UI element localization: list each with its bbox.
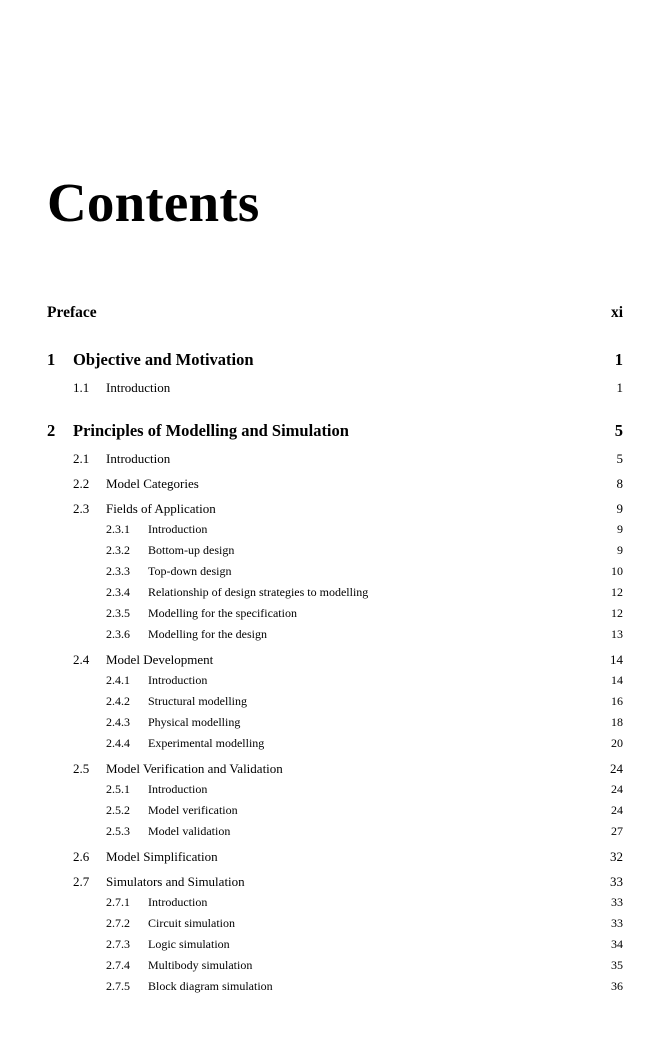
toc-section-entry[interactable]: [47, 652, 623, 673]
toc-entry-title: Modelling for the design: [148, 627, 267, 641]
toc-subsection-entry[interactable]: [47, 824, 623, 845]
toc-page-number: 14: [610, 652, 623, 667]
toc-subsection-entry[interactable]: [47, 979, 623, 1000]
toc-entry-title: Experimental modelling: [148, 736, 265, 750]
toc-page-number: 12: [611, 585, 623, 599]
toc-page-number: 9: [616, 501, 623, 516]
toc-chapter-entry[interactable]: [47, 350, 623, 376]
toc-section-entry[interactable]: [47, 380, 623, 401]
toc-page-number: 16: [611, 694, 623, 708]
toc-entry-title: Model verification: [148, 803, 238, 817]
toc-entry-number: 2.4.1: [106, 673, 130, 687]
toc-entry-number: 2.5.3: [106, 824, 130, 838]
toc-page-number: 14: [611, 673, 623, 687]
toc-entry-number: 2.6: [73, 849, 90, 864]
toc-page-number: 20: [611, 736, 623, 750]
toc-page-number: 24: [611, 782, 623, 796]
toc-entry-title: Introduction: [148, 673, 208, 687]
toc-entry-title: Top-down design: [148, 564, 232, 578]
toc-entry-title: Modelling for the specification: [148, 606, 297, 620]
toc-entry-number: 2.3.1: [106, 522, 130, 536]
toc-section-entry[interactable]: [47, 501, 623, 522]
page-title: Contents: [47, 171, 260, 233]
toc-entry-title: Objective and Motivation: [73, 350, 254, 369]
toc-page-number: 24: [611, 803, 623, 817]
toc-entry-number: 2.7.1: [106, 895, 130, 909]
toc-section-entry[interactable]: [47, 849, 623, 870]
toc-page-number: 33: [610, 874, 623, 889]
toc-entry-title: Model validation: [148, 824, 231, 838]
toc-entry-number: 1.1: [73, 380, 90, 395]
toc-subsection-entry[interactable]: [47, 522, 623, 543]
toc-subsection-entry[interactable]: [47, 606, 623, 627]
toc-entry-number: 2.7.4: [106, 958, 130, 972]
toc-entry-number: 2.5.1: [106, 782, 130, 796]
toc-entry-number: 2.4.3: [106, 715, 130, 729]
toc-page-number: 8: [616, 476, 623, 491]
toc-subsection-entry[interactable]: [47, 782, 623, 803]
toc-page-number: 5: [614, 421, 623, 440]
toc-subsection-entry[interactable]: [47, 937, 623, 958]
toc-page-number: 32: [610, 849, 623, 864]
toc-page-number: 33: [611, 916, 623, 930]
toc-entry-title: Introduction: [106, 380, 171, 395]
toc-entry-title: Introduction: [148, 782, 208, 796]
toc-subsection-entry[interactable]: [47, 543, 623, 564]
toc-subsection-entry[interactable]: [47, 627, 623, 648]
toc-entry-number: 2.5: [73, 761, 90, 776]
table-of-contents: [47, 300, 623, 1000]
toc-page-number: 36: [611, 979, 623, 993]
toc-page-number: 35: [611, 958, 623, 972]
toc-entry-number: 2.4.4: [106, 736, 130, 750]
toc-page-number: 5: [616, 451, 623, 466]
toc-page-number: 27: [611, 824, 623, 838]
toc-chapter-entry[interactable]: [47, 421, 623, 447]
toc-entry-number: 2.7: [73, 874, 90, 889]
toc-subsection-entry[interactable]: [47, 694, 623, 715]
toc-section-entry[interactable]: [47, 761, 623, 782]
toc-entry-title: Model Categories: [106, 476, 199, 491]
toc-page-number: 9: [617, 522, 623, 536]
toc-entry-number: 1: [47, 350, 56, 369]
toc-entry-title: Model Simplification: [106, 849, 218, 864]
toc-subsection-entry[interactable]: [47, 895, 623, 916]
toc-preface-title: Preface: [47, 304, 97, 321]
toc-section-entry[interactable]: [47, 874, 623, 895]
toc-entry-title: Circuit simulation: [148, 916, 235, 930]
toc-entry-title: Physical modelling: [148, 715, 241, 729]
toc-entry-title: Principles of Modelling and Simulation: [73, 421, 349, 440]
toc-subsection-entry[interactable]: [47, 673, 623, 694]
toc-entry-title: Relationship of design strategies to modelling: [148, 585, 369, 599]
toc-entry-title: Simulators and Simulation: [106, 874, 245, 889]
toc-entry-title: Model Development: [106, 652, 214, 667]
toc-page-number: 1: [616, 380, 623, 395]
toc-entry-title: Block diagram simulation: [148, 979, 273, 993]
toc-entry-title: Introduction: [148, 522, 208, 536]
toc-entry-number: 2.3.4: [106, 585, 130, 599]
toc-section-entry[interactable]: [47, 451, 623, 472]
toc-entry-number: 2.7.2: [106, 916, 130, 930]
toc-entry-number: 2.2: [73, 476, 90, 491]
toc-preface-entry[interactable]: [47, 304, 623, 330]
toc-entry-title: Model Verification and Validation: [106, 761, 283, 776]
toc-entry-number: 2.4.2: [106, 694, 130, 708]
toc-entry-number: 2.3: [73, 501, 90, 516]
toc-subsection-entry[interactable]: [47, 916, 623, 937]
toc-entry-number: 2.1: [73, 451, 90, 466]
toc-entry-number: 2.7.5: [106, 979, 130, 993]
toc-page-number: 12: [611, 606, 623, 620]
toc-page-number: 34: [611, 937, 623, 951]
toc-entry-number: 2.3.3: [106, 564, 130, 578]
toc-subsection-entry[interactable]: [47, 715, 623, 736]
toc-entry-number: 2.4: [73, 652, 90, 667]
toc-entry-title: Bottom-up design: [148, 543, 235, 557]
toc-subsection-entry[interactable]: [47, 803, 623, 824]
toc-entry-title: Introduction: [106, 451, 171, 466]
toc-entry-title: Introduction: [148, 895, 208, 909]
toc-entry-title: Structural modelling: [148, 694, 247, 708]
toc-entry-number: 2.3.2: [106, 543, 130, 557]
toc-entry-number: 2.7.3: [106, 937, 130, 951]
toc-entry-number: 2.5.2: [106, 803, 130, 817]
toc-section-entry[interactable]: [47, 476, 623, 497]
toc-subsection-entry[interactable]: [47, 585, 623, 606]
toc-subsection-entry[interactable]: [47, 564, 623, 585]
toc-entry-number: 2: [47, 421, 56, 440]
toc-entry-title: Fields of Application: [106, 501, 216, 516]
toc-subsection-entry[interactable]: [47, 736, 623, 757]
toc-entry-number: 2.3.6: [106, 627, 130, 641]
toc-page-number: 10: [611, 564, 623, 578]
toc-page-number: 18: [611, 715, 623, 729]
toc-page-number: xi: [610, 304, 623, 321]
toc-page-number: 13: [611, 627, 623, 641]
toc-page-number: 24: [610, 761, 623, 776]
toc-page-number: 1: [614, 350, 623, 369]
toc-subsection-entry[interactable]: [47, 958, 623, 979]
toc-entry-title: Multibody simulation: [148, 958, 253, 972]
toc-entry-title: Logic simulation: [148, 937, 230, 951]
toc-page-number: 9: [617, 543, 623, 557]
toc-entry-number: 2.3.5: [106, 606, 130, 620]
toc-page-number: 33: [611, 895, 623, 909]
